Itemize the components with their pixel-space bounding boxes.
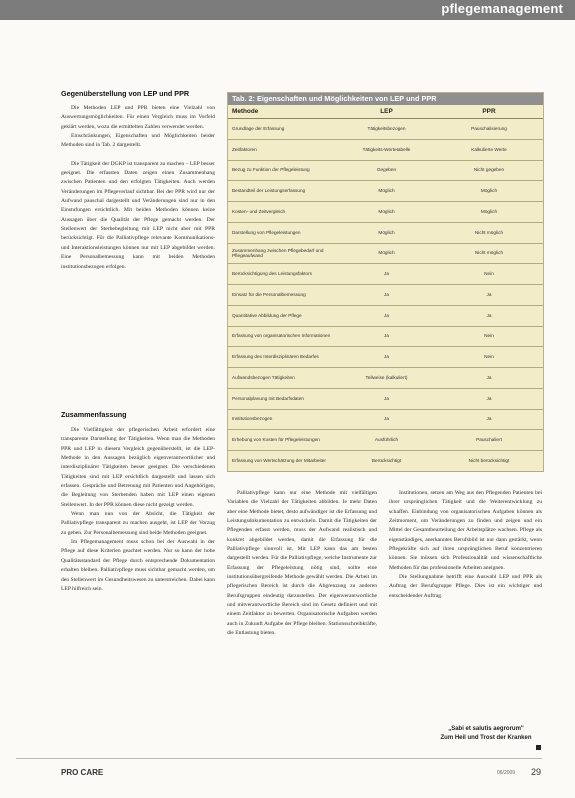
section-title: pflegemanagement (441, 1, 563, 16)
table-row (228, 202, 543, 223)
table-cell-criterion: Institutionsbezogen (232, 416, 273, 422)
table-cell-lep: Ja (384, 312, 389, 318)
table-cell-criterion: Erfassung des Interdisziplinären Bedarfes (232, 354, 319, 360)
right-column-text (389, 489, 542, 601)
table-cell-ppr: Möglich (480, 208, 498, 214)
table-cell-criterion: Erfassung von Wertschätzung der Mitarbeiter (232, 457, 326, 463)
table-cell-criterion: Zeitfaktoren (232, 146, 257, 152)
footer-page-number: 29 (531, 767, 542, 777)
table-cell-lep: Ja (384, 354, 389, 360)
table-row (228, 430, 543, 451)
table-cell-criterion: Darstellung von Pflegeleistungen (232, 229, 301, 235)
table-cell-ppr: Nein (484, 354, 494, 360)
table-cell-ppr: Ja (486, 291, 492, 297)
table-cell-lep: Gegeben (376, 167, 397, 173)
table-cell-lep: Ja (384, 333, 389, 339)
paragraph: Die Stellungnahme betrifft eine Auswahl LEP und PPR als Auftrag der Berufsgruppe Pflege. Dies ist ein wichtiger und entscheidender Auftrag. (389, 574, 542, 599)
table-row (228, 347, 543, 368)
table-cell-lep: Teilweise (kalkuliert) (365, 374, 408, 380)
table-cell-criterion: Quantitative Abbildung der Pflege (232, 312, 302, 318)
table-header-lep: LEP (380, 108, 393, 115)
table-header-row (228, 105, 543, 119)
table-cell-criterion: Berücksichtigung des Leistungsfaktors (232, 271, 312, 277)
table-cell-lep: Möglich (378, 229, 395, 235)
table-row (228, 389, 543, 410)
table-cell-ppr: Nicht möglich (474, 229, 504, 235)
table-cell-ppr: Nicht gegeben (473, 167, 505, 173)
quote-german: Zum Heil und Trost der Kranken (440, 735, 532, 741)
table-cell-ppr: Pauschaliert (476, 437, 502, 443)
left-column-text-bottom (61, 426, 215, 594)
table-cell-criterion: Zusammenhang zwischen Pflegebedarf und Pflegeaufwand (232, 247, 324, 259)
table-row (228, 306, 543, 327)
comparison-table (227, 92, 544, 472)
section-header-bar (0, 0, 575, 20)
table-row (228, 223, 543, 244)
table-row (228, 244, 543, 265)
paragraph: Die Vielfältigkeit der pflegerischen Arbeit erfordert eine transparente Darstellung der Tätigkeiten. Wenn man die Methoden PPR und LEP in diesem Vergleich gegenüberstellt, ist die LEP-Methode in den Aussagen bezüglich eigenverantwortlicher und interdisziplinärer Tätigkeiten besser geeignet. Die verschiedenen Tätigkeiten sind mit LEP ersichtlich dargestellt und lassen sich erfassen. Gespräche und Betreuung mit Patienten und Angehörigen, die Begleitung von Sterbenden haben mit LEP einen eigenen Stellenwert. In der PPR können diese nicht gezeigt werden. (61, 427, 215, 508)
table-cell-lep: Ja (384, 271, 389, 277)
footer-date: 06/2009 (497, 770, 516, 776)
table-row (228, 140, 543, 161)
heading-summary: Zusammenfassung (61, 410, 127, 419)
table-cell-ppr: Nicht berücksichtigt (468, 457, 510, 463)
table-row (228, 410, 543, 431)
paragraph: Die Methoden LEP und PPR bieten eine Vielzahl von Auswertungsmöglichkeiten. Für einen Vergleich muss im Vorfeld geklärt werden, wozu die ermittelten Zahlen verwendet werden. (61, 105, 215, 130)
table-body (228, 119, 543, 472)
table-cell-lep: Ja (384, 291, 389, 297)
table-cell-criterion: Erhebung von Kosten für Pflegeleistungen (232, 437, 320, 443)
table-cell-lep: Möglich (378, 208, 395, 214)
table-title: Tab. 2: Eigenschaften und Möglichkeiten von LEP und PPR (228, 93, 543, 105)
paragraph: Einschränkungen, Eigenschaften und Möglichkeiten beider Methoden sind in Tab. 2 dargestellt. (61, 133, 215, 149)
closing-quote (432, 725, 540, 743)
table-row (228, 285, 543, 306)
table-row (228, 181, 543, 202)
left-column-text-top (61, 104, 215, 272)
table-cell-ppr: Ja (486, 374, 492, 380)
table-header-ppr: PPR (482, 108, 496, 115)
paragraph: Die Tätigkeit der DGKP ist transparent zu machen – LEP besser geeignet. Die erfassten Daten zeigen einen Zusammenhang zwischen Patienten und den erfolgten Tätigkeiten. Auch werden Veränderungen im Pflegeverlauf sichtbar. Bei der PPR wird nur der Aufwand pauschal dargestellt und Veränderungen sind nur in den Einstufungen ersichtlich. Mit beiden Methoden können keine Aussagen über die Qualität der Pflege gemacht werden. Der Stellenwert der Sterbebegleitung mit LEP nicht aber mit PPR berücksichtigt. Für die Palliativpflege relevante Kommunikations- und Interaktionsleistungen können nur mit LEP abgebildet werden. Eine Personalbemessung kann mit beiden Methoden institutionsbezogen erfolgen. (61, 160, 215, 270)
table-cell-ppr: Nein (484, 271, 494, 277)
table-row (228, 368, 543, 389)
table-cell-lep: Tätigkeitsbezogen (367, 125, 406, 131)
table-cell-criterion: Bestandteil der Leistungserfassung (232, 188, 306, 194)
table-cell-ppr: Ja (486, 312, 492, 318)
table-row (228, 161, 543, 182)
table-cell-lep: Ja (384, 395, 389, 401)
heading-comparison: Gegenüberstellung von LEP und PPR (61, 89, 190, 98)
quote-latin: „Sabi et salutis aegrorum" (448, 726, 524, 732)
table-cell-lep: Möglich (378, 250, 395, 256)
table-cell-ppr: Nein (484, 333, 494, 339)
table-cell-lep: Ja (384, 416, 389, 422)
footer-rule (16, 758, 542, 759)
table-cell-criterion: Aufwandsbezogen Tätigkeiten (232, 374, 295, 380)
middle-column-text (227, 489, 377, 639)
table-cell-criterion: Einsatz für die Personalbemessung (232, 291, 306, 297)
table-cell-criterion: Erfassung von organisatorischen Informationen (232, 333, 331, 339)
table-cell-lep: Möglich (378, 188, 395, 194)
table-cell-lep: Berücksichtigt (371, 457, 402, 463)
table-cell-ppr: Pauschalisierung (471, 125, 507, 131)
paragraph: Palliativpflege kann nur eine Methode mit vielfältigen Variablen die Vielzahl der Tätigkeiten abbilden. Je mehr Daten aber eine Methode bietet, desto aufwändiger ist die Erfassung und Leistungsdokumentation zu entwickeln. Damit die Tätigkeiten der Pflegenden erfasst werden, muss der Aufwand realistisch und konkret abgebildet werden, damit die Erfassung für die Palliativpflege sinnvoll ist. Mit LEP kann das am besten dargestellt werden. Für die Palliativpflege, welche Instrumente zur Erfassung der Pflegeleistung nötig sind, sollte eine institutionsübergreifende Methode gewählt werden. Die Arbeit im pflegerischen Bereich ist durch die Abgrenzung zu anderen Berufsgruppen eindeutig darzustellen. Der eigenverantwortliche und mitverantwortliche Bereich sind im Gesetz definiert und mit einem Zeitfaktor zu bewerten. Organisatorische Aufgaben werden auch in Zukunft Aufgabe der Pflege bleiben. Stationsschreibkräfte, die Entlastung bieten. (227, 490, 377, 637)
paragraph: Im Pflegemanagement muss schon bei der Auswahl in der Pflege auf diese Kriterien geachtet werden. Nur so kann der hohe Qualitätsstandard der Pflege durch entsprechende Dokumentation erhalten bleiben. Palliativpflege muss sichtbar gemacht werden, um den Stellenwert im Gesundheitswesen zu unterstreichen. Dabei kann LEP hilfreich sein. (61, 539, 215, 592)
table-cell-criterion: Kosten- und Zeitvergleich (232, 208, 286, 214)
table-cell-ppr: Ja (486, 395, 492, 401)
table-row (228, 451, 543, 472)
table-row (228, 327, 543, 348)
table-row (228, 264, 543, 285)
paragraph: Institutionen, setzen am Weg aus den Pflegenden Patienten bei ihrer ursprünglichen Tätigkeit und die Weiterentwicklung zu schaffen. Einbindung von organisatorischen Aufgaben können als Zeitmoment, um Veränderungen zu finden und zeigen und ein Mittel der Gesamtbeurteilung der Arbeitsplätze wachsen. Pflege als eigenständiges, anerkanntes Berufsbild ist nur dann gestärkt, wenn Pflegekräfte sich auf ihren ursprünglichen Beruf konzentrieren können. Sie müssen sich Professionalität und wissenschaftliche Methoden für das professionelle Arbeiten aneignen. (389, 490, 542, 571)
table-cell-ppr: Ja (486, 416, 492, 422)
end-mark-icon (536, 745, 541, 750)
table-cell-ppr: Kalkulierte Werte (471, 146, 507, 152)
table-cell-criterion: Bezug zu Funktion der Pflegeleistung (232, 167, 310, 173)
table-row (228, 119, 543, 140)
table-cell-lep: Ausführlich (374, 437, 399, 443)
footer-magazine-name: PRO CARE (61, 768, 104, 777)
table-cell-criterion: Grundlage der Erfassung (232, 125, 285, 131)
table-cell-ppr: Möglich (480, 188, 498, 194)
table-header-method: Methode (232, 108, 259, 115)
table-cell-lep: Tätigkeits-Wertetabelle (362, 146, 411, 152)
paragraph: Wenn man nun von der Absicht, die Tätigkeit der Palliativpflege transparent zu machen ausgeht, ist LEP der Vorzug zu geben. Zur Personalbemessung sind beide Methoden geeignet. (61, 511, 215, 536)
table-cell-ppr: Nicht möglich (474, 250, 504, 256)
table-cell-criterion: Personalplanung mit Bedarfsdaten (232, 395, 304, 401)
